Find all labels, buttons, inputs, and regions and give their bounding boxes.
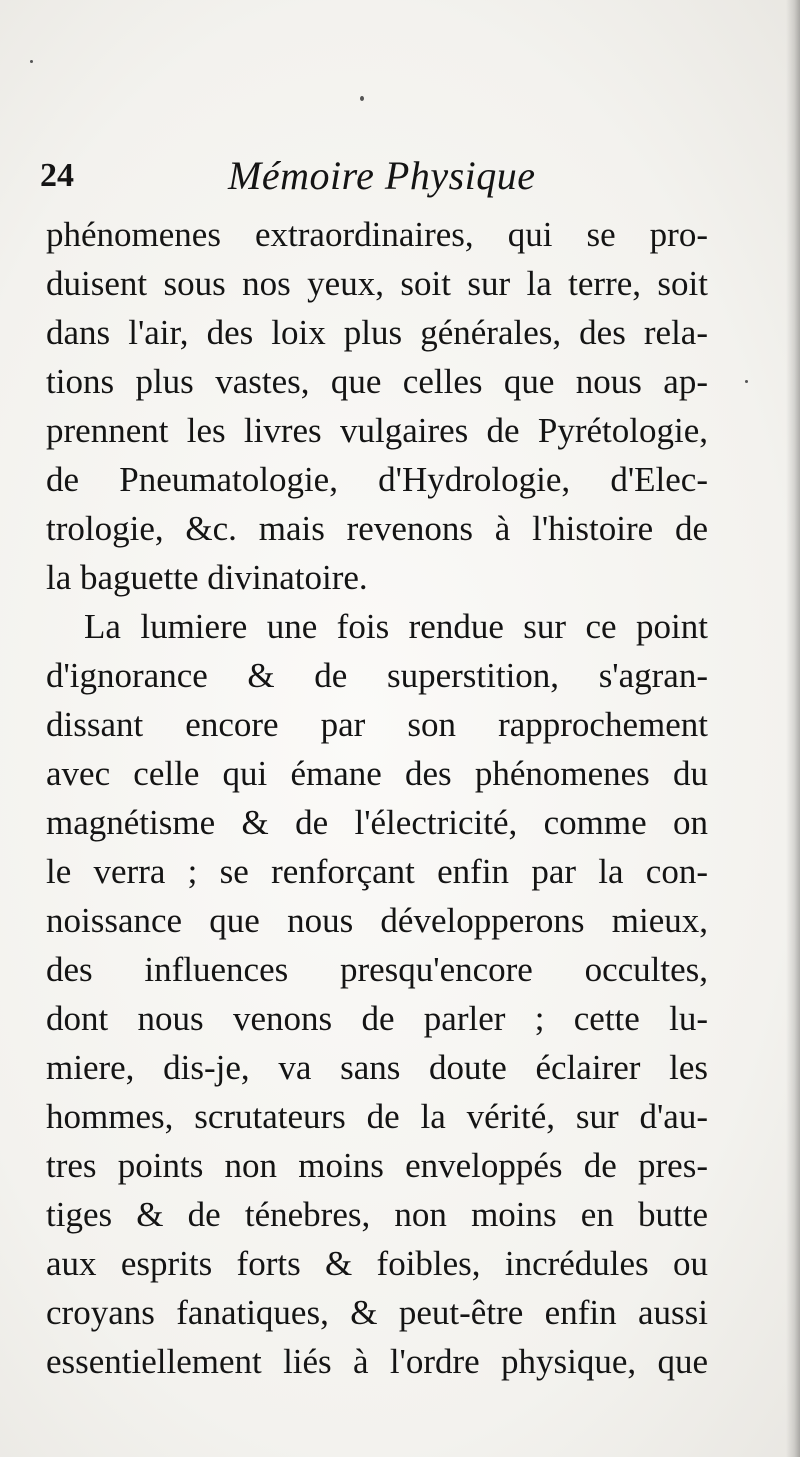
text-line: essentiellement liés à l'ordre physique, que xyxy=(46,1342,708,1381)
running-title: Mémoire Physique xyxy=(228,153,536,198)
text-line: la baguette divinatoire. xyxy=(46,558,368,597)
paper-speck xyxy=(360,96,364,101)
text-line: hommes, scrutateurs de la vérité, sur d'au- xyxy=(46,1097,708,1136)
text-line: croyans fanatiques, & peut-être enfin aussi xyxy=(46,1293,708,1332)
text-line: trologie, &c. mais revenons à l'histoire de xyxy=(46,509,708,548)
text-line: duisent sous nos yeux, soit sur la terre, soit xyxy=(46,264,708,303)
body-text xyxy=(46,210,708,1386)
text-line: miere, dis-je, va sans doute éclairer les xyxy=(46,1048,708,1087)
paper-speck xyxy=(745,380,748,383)
paper-speck xyxy=(30,60,33,63)
text-line: d'ignorance & de superstition, s'agran- xyxy=(46,656,708,695)
text-line: La lumiere une fois rendue sur ce point xyxy=(84,607,708,646)
text-line: tiges & de ténebres, non moins en butte xyxy=(46,1195,708,1234)
page-header xyxy=(40,150,740,202)
text-line: le verra ; se renforçant enfin par la con- xyxy=(46,852,708,891)
text-line: dissant encore par son rapprochement xyxy=(46,705,708,744)
text-line: prennent les livres vulgaires de Pyrétologie, xyxy=(46,411,708,450)
text-line: dont nous venons de parler ; cette lu- xyxy=(46,999,708,1038)
page-number: 24 xyxy=(40,157,74,194)
page-gutter-shadow xyxy=(786,0,800,1457)
text-line: tions plus vastes, que celles que nous ap- xyxy=(46,362,708,401)
text-line: noissance que nous développerons mieux, xyxy=(46,901,708,940)
text-line: dans l'air, des loix plus générales, des rela- xyxy=(46,313,708,352)
text-line: de Pneumatologie, d'Hydrologie, d'Elec- xyxy=(46,460,708,499)
text-line: magnétisme & de l'électricité, comme on xyxy=(46,803,708,842)
text-line: phénomenes extraordinaires, qui se pro- xyxy=(46,215,708,254)
text-line: des influences presqu'encore occultes, xyxy=(46,950,708,989)
text-line: aux esprits forts & foibles, incrédules ou xyxy=(46,1244,708,1283)
text-line: avec celle qui émane des phénomenes du xyxy=(46,754,708,793)
text-line: tres points non moins enveloppés de pres- xyxy=(46,1146,708,1185)
